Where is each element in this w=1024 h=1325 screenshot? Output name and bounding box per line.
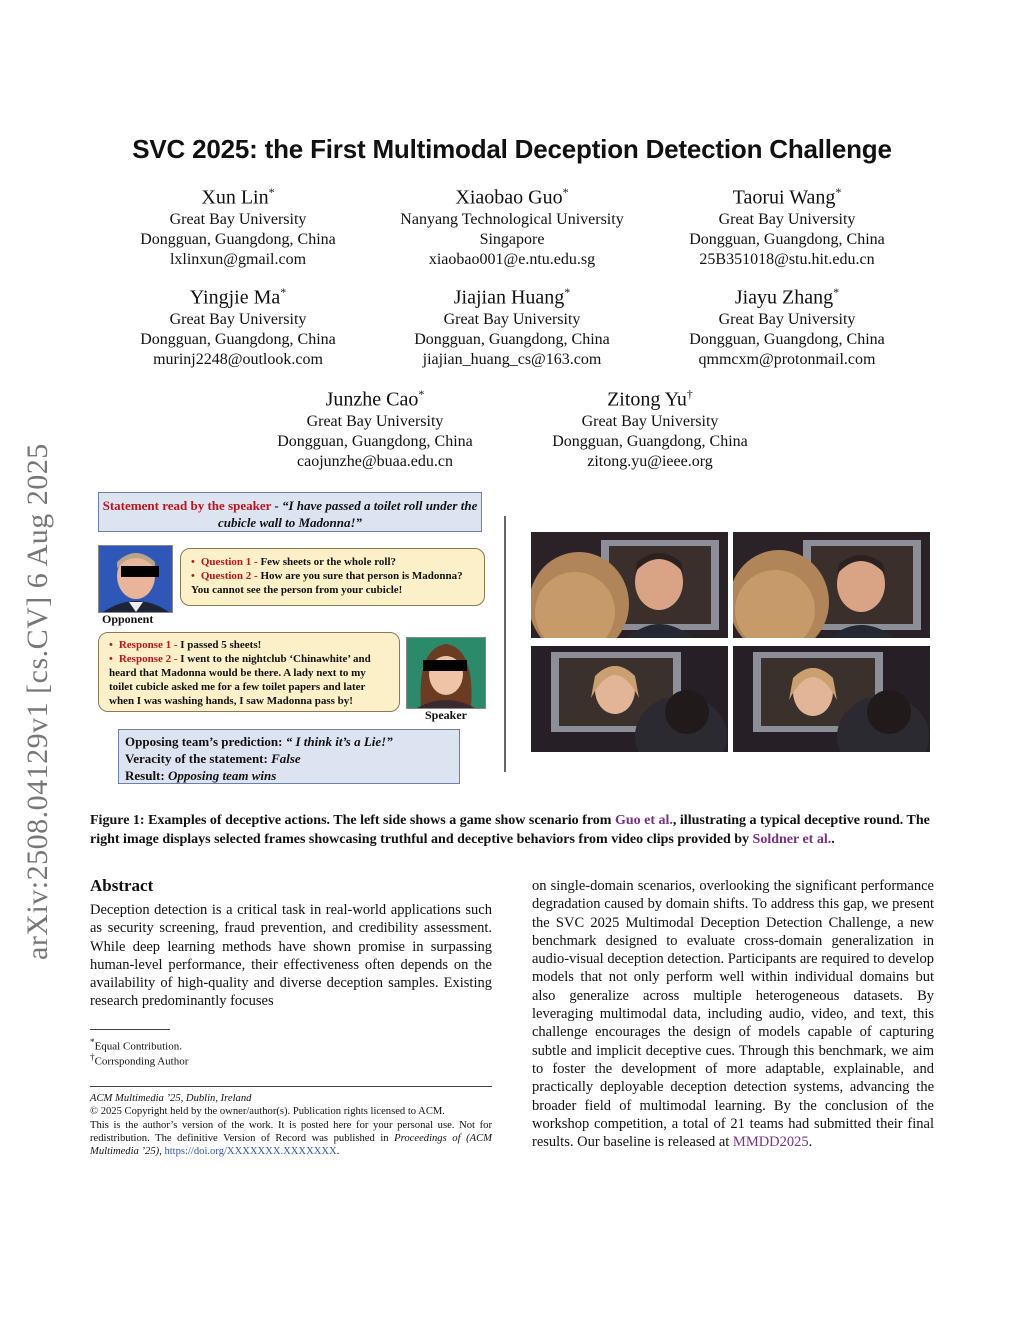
author-location: Singapore: [479, 230, 545, 248]
opponent-photo: [98, 545, 173, 613]
video-frame: [733, 532, 930, 638]
result-box: [118, 729, 460, 784]
author-name: Yingjie Ma: [189, 286, 281, 309]
author-affiliation: Great Bay University: [306, 412, 444, 430]
author-affiliation: Great Bay University: [718, 210, 856, 228]
abstract-left-column: Deception detection is a critical task in real-world applications such as security screening, fraud prevention, and credibility assessment. While deep learning methods have shown promise in surpassing human-level performance, their effectiveness often depends on the availability of high-quality and diverse deception samples. Existing research predominantly focuses: [90, 902, 492, 1010]
citation-link[interactable]: Guo et al.: [614, 813, 673, 828]
statement-box: Statement read by the speaker - “I have passed a toilet roll under the cubicle wall to Madonna!”: [98, 492, 482, 532]
author-name: Zitong Yu: [607, 388, 687, 411]
acm-notice: ACM Multimedia ’25, Dublin, Ireland © 2025 Copyright held by the owner/author(s). Publication rights licensed to ACM. This is the author’s version of the work. It is posted here for your personal use. Not for redistribution. The definitive Version of Record was published in Proceedings of (ACM Multimedia ’25), https://doi.org/XXXXXXX.XXXXXXX.: [90, 1093, 492, 1158]
video-frame: [531, 532, 728, 638]
author-email[interactable]: jiajian_huang_cs@163.com: [422, 350, 602, 368]
question-1-label: Question 1 -: [200, 556, 258, 568]
speaker-label: Speaker: [425, 708, 467, 722]
author-location: Dongguan, Guangdong, China: [414, 330, 610, 348]
prediction-label: Opposing team’s prediction:: [125, 734, 283, 749]
author-location: Dongguan, Guangdong, China: [140, 330, 336, 348]
author-affiliation: Great Bay University: [581, 412, 719, 430]
author-email[interactable]: zitong.yu@ieee.org: [587, 452, 713, 470]
author-block: Zitong Yu† Great Bay University Dongguan, Guangdong, China zitong.yu@ieee.org: [510, 382, 790, 472]
author-block: Yingjie Ma* Great Bay University Dongguan, Guangdong, China murinj2248@outlook.com: [98, 280, 378, 370]
author-block: Xiaobao Guo* Nanyang Technological University Singapore xiaobao001@e.ntu.edu.sg: [372, 180, 652, 270]
author-block: Taorui Wang* Great Bay University Dongguan, Guangdong, China 25B351018@stu.hit.edu.cn: [647, 180, 927, 270]
footnote-corresponding: †Corrsponding Author: [90, 1052, 189, 1068]
author-email[interactable]: lxlinxun@gmail.com: [169, 250, 307, 268]
author-block: Jiajian Huang* Great Bay University Dongguan, Guangdong, China jiajian_huang_cs@163.com: [372, 280, 652, 370]
prediction-value: “ I think it’s a Lie!”: [285, 734, 393, 749]
author-email[interactable]: caojunzhe@buaa.edu.cn: [297, 452, 453, 470]
video-frame: [531, 646, 728, 752]
figure-divider: [504, 516, 506, 772]
author-name: Jiajian Huang: [453, 286, 565, 309]
author-block: Junzhe Cao* Great Bay University Dongguan, Guangdong, China caojunzhe@buaa.edu.cn: [235, 382, 515, 472]
figure-caption: Figure 1: Examples of deceptive actions. The left side shows a game show scenario from Guo et al., illustrating a typical deceptive round. The right image displays selected frames showcasing truthful and deceptive behaviors from video clips provided by Soldner et al..: [90, 813, 930, 847]
question-1-text: Few sheets or the whole roll?: [257, 556, 396, 568]
acm-copyright: © 2025 Copyright held by the owner/author(s). Publication rights licensed to ACM.: [90, 1106, 445, 1118]
author-name: Taorui Wang: [732, 186, 836, 209]
acm-venue: ACM Multimedia ’25, Dublin, Ireland: [90, 1093, 252, 1104]
video-frame: [733, 646, 930, 752]
statement-text: “I have passed a toilet roll under the cubicle wall to Madonna!”: [217, 498, 478, 530]
veracity-value: False: [271, 751, 301, 766]
doi-link[interactable]: https://doi.org/XXXXXXX.XXXXXXX: [164, 1146, 337, 1158]
response-1-text: I passed 5 sheets!: [177, 639, 262, 651]
author-affiliation: Great Bay University: [443, 310, 581, 328]
author-name: Jiayu Zhang: [734, 286, 834, 309]
abstract-heading: Abstract: [90, 876, 154, 895]
author-name: Xiaobao Guo: [455, 186, 563, 209]
acm-rule: [90, 1086, 492, 1087]
author-affiliation: Nanyang Technological University: [400, 210, 624, 228]
author-location: Dongguan, Guangdong, China: [140, 230, 336, 248]
author-block: Xun Lin* Great Bay University Dongguan, Guangdong, China lxlinxun@gmail.com: [98, 180, 378, 270]
speaker-photo: [406, 637, 486, 709]
author-location: Dongguan, Guangdong, China: [689, 230, 885, 248]
response-2-label: Response 2 -: [118, 653, 178, 665]
baseline-link[interactable]: MMDD2025: [732, 1134, 809, 1151]
author-email[interactable]: 25B351018@stu.hit.edu.cn: [699, 250, 875, 268]
responses-bubble: [98, 632, 400, 712]
footnote-equal: *Equal Contribution.: [90, 1037, 182, 1053]
author-email[interactable]: xiaobao001@e.ntu.edu.sg: [428, 250, 596, 268]
question-2-text: How are you sure that person is Madonna? You cannot see the person from your cubicle!: [191, 570, 463, 596]
author-affiliation: Great Bay University: [718, 310, 856, 328]
citation-link[interactable]: Soldner et al.: [752, 832, 832, 847]
arxiv-stamp: arXiv:2508.04129v1 [cs.CV] 6 Aug 2025: [21, 443, 54, 960]
author-name: Xun Lin: [201, 186, 269, 209]
paper-title: SVC 2025: the First Multimodal Deception Detection Challenge: [132, 134, 892, 164]
author-email[interactable]: murinj2248@outlook.com: [153, 350, 323, 368]
statement-label: Statement read by the speaker: [102, 498, 272, 513]
author-location: Dongguan, Guangdong, China: [552, 432, 748, 450]
questions-bubble: [180, 548, 485, 606]
question-2-label: Question 2 -: [200, 570, 258, 582]
result-label: Result:: [125, 768, 165, 783]
author-location: Dongguan, Guangdong, China: [689, 330, 885, 348]
author-affiliation: Great Bay University: [169, 310, 307, 328]
response-2-text: I went to the nightclub ‘Chinawhite’ and heard that Madonna would be there. A lady next to my toilet cubicle asked me for a few toilet papers and later when I was washing hands, I saw Madonna pass by!: [109, 653, 371, 707]
response-1-label: Response 1 -: [118, 639, 178, 651]
author-block: Jiayu Zhang* Great Bay University Dongguan, Guangdong, China qmmcxm@protonmail.com: [647, 280, 927, 370]
result-value: Opposing team wins: [167, 768, 277, 783]
author-name: Junzhe Cao: [325, 388, 419, 411]
author-location: Dongguan, Guangdong, China: [277, 432, 473, 450]
abstract-right-column: on single-domain scenarios, overlooking the significant performance degradation caused by domain shifts. To address this gap, we present the SVC 2025 Multimodal Deception Detection Challenge, a new benchmark designed to evaluate cross-domain generalization in audio-visual deception detection. Participants are required to develop models that not only perform well within individual domains but also generalize across multiple heterogeneous datasets. By leveraging multimodal data, including audio, video, and text, this challenge encourages the design of models capable of capturing subtle and implicit deceptive cues. Through this benchmark, we aim to foster the development of more adaptable, explainable, and practically deployable deception detection systems, advancing the broader field of multimodal learning. By the conclusion of the workshop competition, a total of 21 teams had submitted their final results. Our baseline is released at MMDD2025.: [532, 878, 934, 1151]
author-email[interactable]: qmmcxm@protonmail.com: [698, 350, 876, 368]
footnote-rule: [90, 1029, 170, 1030]
author-affiliation: Great Bay University: [169, 210, 307, 228]
opponent-label: Opponent: [102, 612, 154, 626]
veracity-label: Veracity of the statement:: [125, 751, 268, 766]
